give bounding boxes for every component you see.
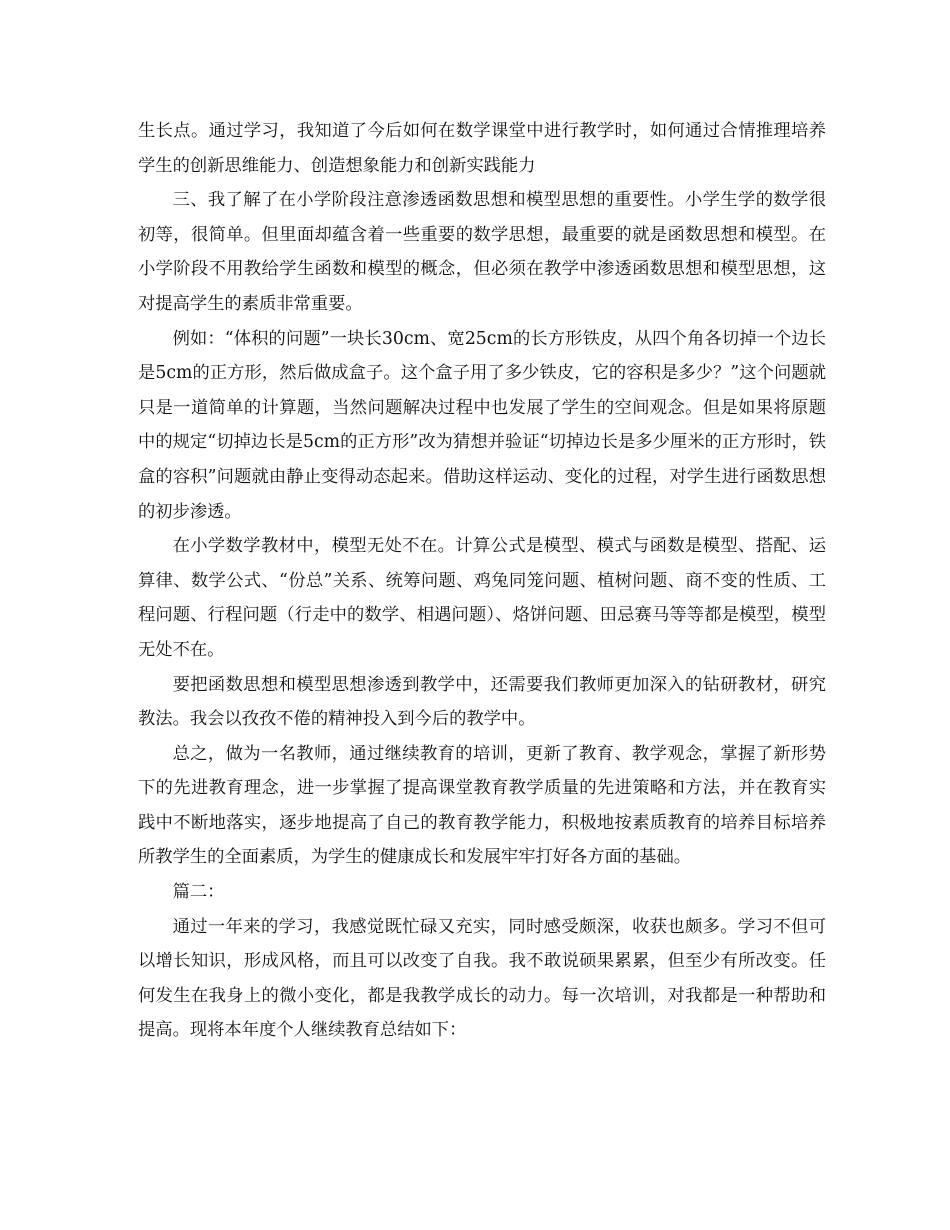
paragraph-6: 总之，做为一名教师，通过继续教育的培训，更新了教育、教学观念，掌握了新形势下的先进教育理念，进一步掌握了提高课堂教育教学质量的先进策略和方法，并在教育实践中不断地落实，逐步地提高了自己的教育教学能力，积极地按素质教育的培养目标培养所教学生的全面素质，为学生的健康成长和发展牢牢打好各方面的基础。 <box>138 743 826 868</box>
paragraph-7: 通过一年来的学习，我感觉既忙碌又充实，同时感受颇深，收获也颇多。学习不但可以增长知识，形成风格，而且可以改变了自我。我不敢说硕果累累，但至少有所改变。任何发生在我身上的微小变化，都是我教学成长的动力。每一次培训，对我都是一种帮助和提高。现将本年度个人继续教育总结如下： <box>138 916 826 1041</box>
paragraph-4: 在小学数学教材中，模型无处不在。计算公式是模型、模式与函数是模型、搭配、运算律、数学公式、“份总”关系、统筹问题、鸡兔同笼问题、植树问题、商不变的性质、工程问题、行程问题（行走中的数学、相遇问题）、烙饼问题、田忌赛马等等都是模型，模型无处不在。 <box>138 536 826 660</box>
section-heading: 篇二： <box>172 882 225 903</box>
paragraph-1: 生长点。通过学习，我知道了今后如何在数学课堂中进行教学时，如何通过合情推理培养学生的创新思维能力、创造想象能力和创新实践能力 <box>138 121 826 176</box>
paragraph-5: 要把函数思想和模型思想渗透到教学中，还需要我们教师更加深入的钻研教材，研究教法。我会以孜孜不倦的精神投入到今后的教学中。 <box>138 674 826 730</box>
paragraph-3: 例如：“体积的问题”一块长30cm、宽25cm的长方形铁皮，从四个角各切掉一个边长是5cm的正方形，然后做成盒子。这个盒子用了多少铁皮，它的容积是多少？”这个问题就只是一道简单的计算题，当然问题解决过程中也发展了学生的空间观念。但是如果将原题中的规定“切掉边长是5cm的正方形”改为猜想并验证“切掉边长是多少厘米的正方形时，铁盒的容积”问题就由静止变得动态起来。借助这样运动、变化的过程，对学生进行函数思想的初步渗透。 <box>138 328 826 522</box>
document-body <box>138 114 826 1048</box>
paragraph-2: 三、我了解了在小学阶段注意渗透函数思想和模型思想的重要性。小学生学的数学很初等，很简单。但里面却蕴含着一些重要的数学思想，最重要的就是函数思想和模型。在小学阶段不用教给学生函数和模型的概念，但必须在教学中渗透函数思想和模型思想，这对提高学生的素质非常重要。 <box>138 190 826 314</box>
